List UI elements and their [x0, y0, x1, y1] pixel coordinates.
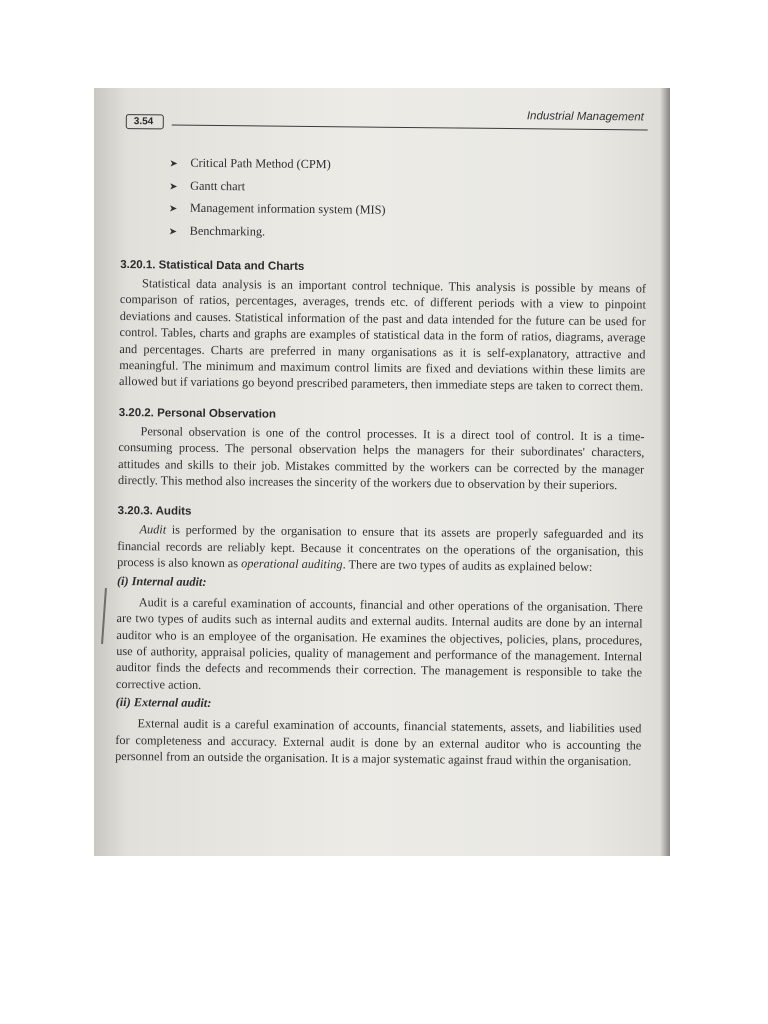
external-audit-paragraph: External audit is a careful examination of accounts, financial statements, assets, and liabilities used for completeness and accuracy. External audit is done by an external auditor who is accounting the personnel from an outside the organisation. It is a major systematic against fraud within the organisation. — [115, 716, 642, 769]
technique-list — [121, 152, 648, 248]
page-number-box: 3.54 — [126, 114, 165, 129]
internal-audit-paragraph: Audit is a careful examination of accounts, financial and other operations of the organisation. There are two types of audits such as internal audits and external audits. Internal audits are done by an internal auditor who is an employee of the organisation. He examines the objectives, policies, plans, procedures, use of authority, appraisal policies, quality of management and performance of the management. Internal auditor finds the defects and recommends their correction. The management is responsible to take the corrective action. — [115, 594, 643, 692]
audit-term: Audit — [139, 522, 167, 537]
section-heading-statistical: 3.20.1. Statistical Data and Charts — [120, 258, 305, 273]
list-item-text: Critical Path Method (CPM) — [190, 155, 331, 172]
personal-observation-paragraph: Personal observation is one of the control processes. It is a direct tool of control. It is a time-consuming process. The personal observation helps the managers for their subordinates' characters, attitudes and skills to their job. Mistakes committed by the workers can be corrected by the manager directly. This method also increases the sincerity of the workers due to observation by their superiors. — [117, 424, 645, 493]
list-item-text: Benchmarking. — [189, 223, 266, 239]
section-heading-personal-observation: 3.20.2. Personal Observation — [118, 406, 277, 421]
internal-audit-heading: (i) Internal audit: — [116, 573, 207, 589]
arrowhead-bullet-icon: ➤ — [169, 158, 178, 170]
header-rule — [172, 125, 648, 131]
arrowhead-bullet-icon: ➤ — [168, 203, 178, 215]
arrowhead-bullet-icon: ➤ — [169, 180, 178, 193]
list-item-text: Gantt chart — [190, 178, 246, 193]
audits-intro-paragraph — [117, 521, 643, 576]
audits-intro-end: . There are two types of audits as explained below: — [342, 557, 593, 575]
statistical-paragraph: Statistical data analysis is an important control technique. This analysis is possible by means of comparison of ratios, percentages, averages, trends etc. of different periods with a view to pinpoint deviations and causes. Statistical information of the past and data intended for the future can be used for control. Tables, charts and graphs are examples of statistical data in the form of ratios, diagrams, average and percentages. Charts are preferred in many organisations as it is self-explanatory, attractive and meaningful. The minimum and maximum control limits are fixed and deviations within these limits are allowed but if variations go beyond prescribed parameters, then immediate steps are taken to correct them. — [119, 276, 647, 394]
book-page-photo — [94, 88, 670, 856]
list-item — [169, 220, 647, 248]
pencil-mark — [101, 588, 107, 644]
page-content — [114, 102, 648, 847]
section-heading-audits: 3.20.3. Audits — [117, 505, 192, 519]
operational-auditing-term: operational auditing — [241, 556, 343, 572]
page-header — [122, 102, 648, 134]
external-audit-heading: (ii) External audit: — [115, 695, 212, 711]
running-title: Industrial Management — [526, 110, 644, 124]
list-item-text: Management information system (MIS) — [189, 200, 386, 217]
audits-intro-text: is performed by the organisation to ensure that its assets are properly safeguarded and its financial records are reliably kept. Because it concentrates on the operations of the organisation, this process is also known as — [117, 522, 644, 571]
arrowhead-bullet-icon: ➤ — [168, 225, 178, 238]
